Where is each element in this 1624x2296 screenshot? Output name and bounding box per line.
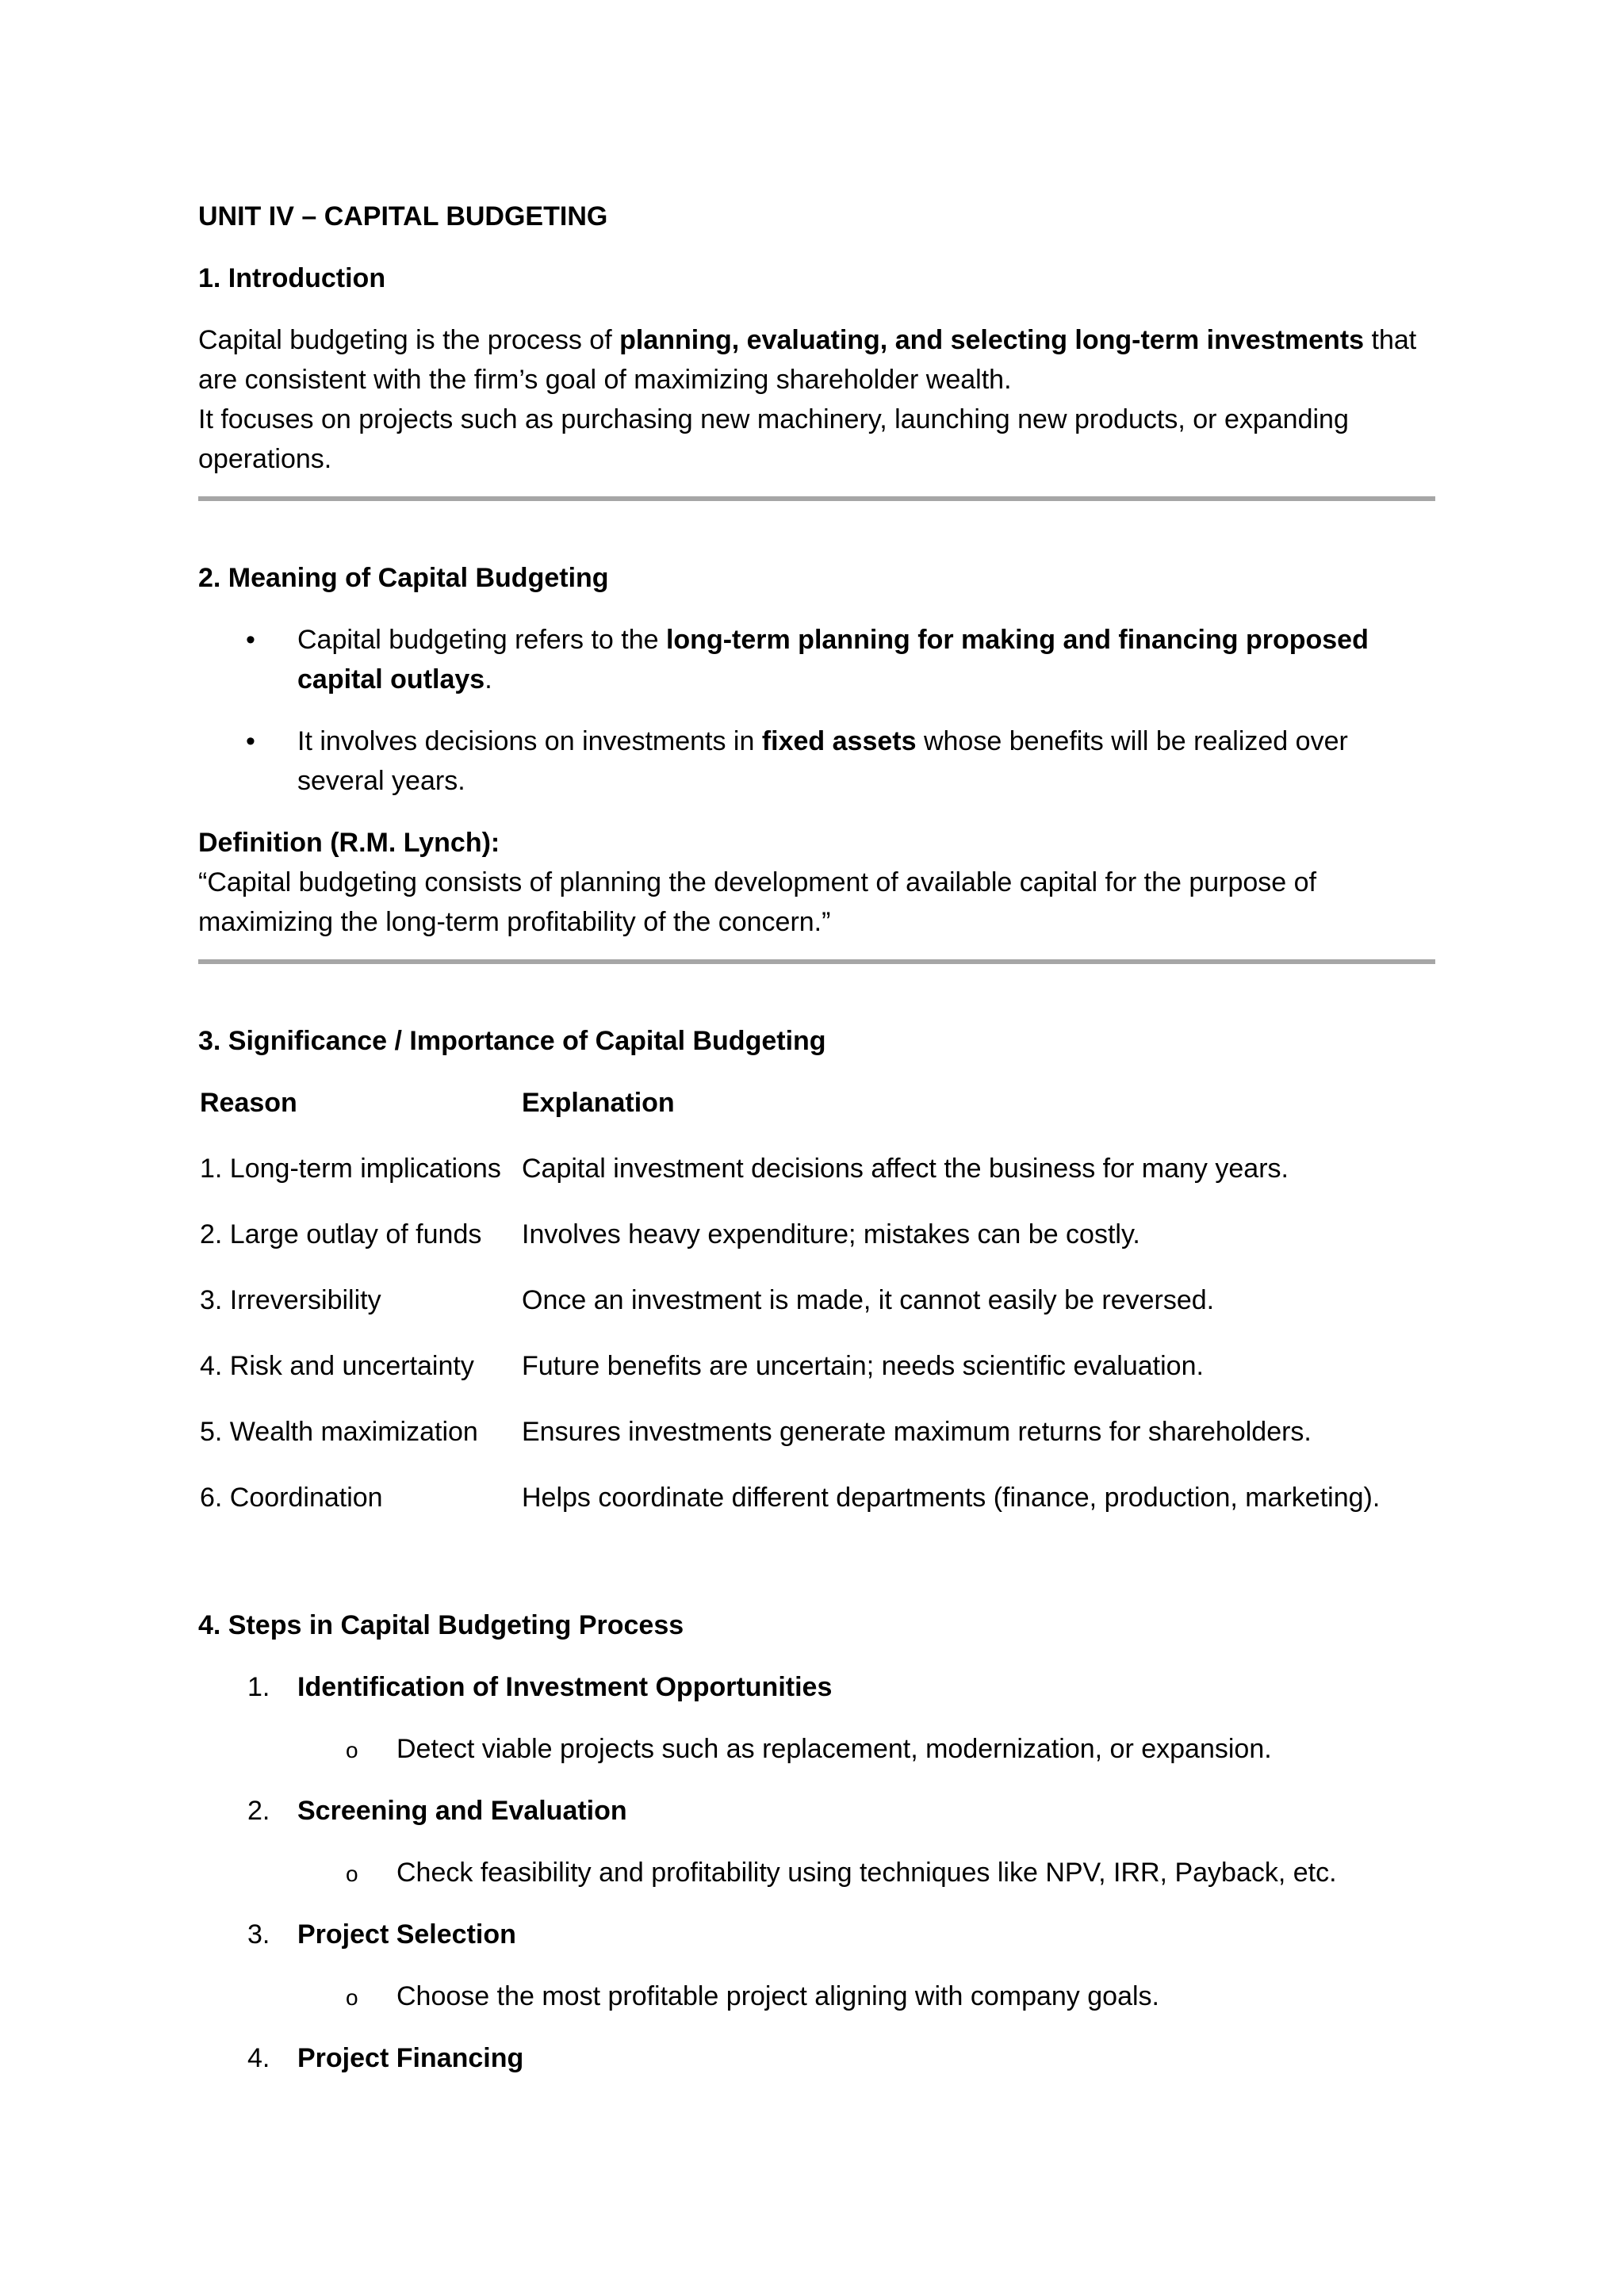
steps-list [198, 1667, 1435, 2078]
list-item [198, 2038, 1435, 2078]
reason-cell: 6. Coordination [200, 1483, 383, 1513]
section-heading-significance: 3. Significance / Importance of Capital Budgeting [198, 1026, 826, 1056]
circle-bullet-icon: o [346, 1985, 358, 2010]
section-heading-steps: 4. Steps in Capital Budgeting Process [198, 1610, 684, 1640]
steps-section [198, 1605, 1435, 2078]
section-divider [198, 496, 1435, 501]
list-item [198, 620, 1435, 699]
step-title: Project Selection [297, 1919, 516, 1950]
step-number: 1. [247, 1672, 270, 1702]
explanation-cell: Ensures investments generate maximum returns for shareholders. [522, 1417, 1312, 1447]
reason-cell: 5. Wealth maximization [200, 1417, 478, 1447]
step-detail-line [198, 1853, 1435, 1892]
step-detail-line [198, 1976, 1435, 2016]
significance-table [200, 1083, 1380, 1544]
list-item [198, 1915, 1435, 2016]
explanation-cell: Helps coordinate different departments (finance, production, marketing). [522, 1483, 1381, 1513]
explanation-cell: Future benefits are uncertain; needs scientific evaluation. [522, 1351, 1204, 1381]
reason-cell: 2. Large outlay of funds [200, 1219, 482, 1249]
bullet-icon: • [246, 625, 255, 655]
step-detail: Check feasibility and profitability using techniques like NPV, IRR, Payback, etc. [396, 1858, 1337, 1888]
table-header-row [200, 1083, 1380, 1149]
intro-paragraph-1 [198, 320, 1435, 400]
bullet-icon: • [246, 726, 255, 756]
table-row [200, 1478, 1380, 1544]
definition-heading: Definition (R.M. Lynch): [198, 828, 500, 858]
explanation-cell: Involves heavy expenditure; mistakes can be costly. [522, 1219, 1140, 1249]
definition-quote: “Capital budgeting consists of planning the development of available capital for the purpose of maximizing the long-term profitability of the concern.” [198, 867, 1317, 937]
circle-bullet-icon: o [346, 1738, 358, 1762]
step-detail-line [198, 1729, 1435, 1769]
step-title: Screening and Evaluation [297, 1796, 627, 1826]
document-title: UNIT IV – CAPITAL BUDGETING [198, 201, 608, 232]
step-title-line [198, 1915, 1435, 1954]
intro-text: that are consistent with the firm’s goal of maximizing shareholder wealth. [198, 325, 1417, 395]
bullet-text: whose benefits will be realized over several years. [297, 726, 1348, 796]
intro-emphasis: planning, evaluating, and selecting long-term investments [619, 325, 1365, 355]
step-number: 2. [247, 1796, 270, 1826]
step-title-line [198, 1667, 1435, 1707]
meaning-bullet-list [198, 620, 1435, 801]
bullet-text: . [485, 664, 492, 695]
column-header-explanation: Explanation [522, 1088, 675, 1118]
reason-cell: 3. Irreversibility [200, 1285, 381, 1315]
explanation-cell: Once an investment is made, it cannot easily be reversed. [522, 1285, 1215, 1315]
step-title-line [198, 1791, 1435, 1831]
step-detail: Choose the most profitable project aligning with company goals. [396, 1981, 1159, 2011]
step-number: 3. [247, 1919, 270, 1950]
column-header-reason: Reason [200, 1088, 297, 1118]
step-detail: Detect viable projects such as replacement, modernization, or expansion. [396, 1734, 1272, 1764]
intro-text: Capital budgeting is the process of [198, 325, 620, 355]
list-item [198, 1667, 1435, 1769]
table-row [200, 1346, 1380, 1412]
intro-paragraph-2: It focuses on projects such as purchasing new machinery, launching new products, or expanding operations. [198, 404, 1349, 474]
step-title: Identification of Investment Opportunities [297, 1672, 833, 1702]
list-item [198, 1791, 1435, 1892]
reason-cell: 4. Risk and uncertainty [200, 1351, 474, 1381]
explanation-cell: Capital investment decisions affect the business for many years. [522, 1154, 1289, 1184]
bullet-emphasis: long-term planning for making and financing proposed capital outlays [297, 625, 1369, 695]
section-heading-introduction: 1. Introduction [198, 263, 386, 293]
document-content [198, 197, 1435, 2100]
step-number: 4. [247, 2043, 270, 2073]
section-divider [198, 959, 1435, 964]
section-heading-meaning: 2. Meaning of Capital Budgeting [198, 563, 609, 593]
step-title-line [198, 2038, 1435, 2078]
reason-cell: 1. Long-term implications [200, 1154, 501, 1184]
step-title: Project Financing [297, 2043, 524, 2073]
table-row [200, 1412, 1380, 1478]
bullet-emphasis: fixed assets [761, 726, 917, 756]
table-row [200, 1280, 1380, 1346]
bullet-text: It involves decisions on investments in [297, 726, 762, 756]
bullet-text: Capital budgeting refers to the [297, 625, 666, 655]
list-item [198, 721, 1435, 801]
table-row [200, 1149, 1380, 1215]
circle-bullet-icon: o [346, 1862, 358, 1886]
table-row [200, 1215, 1380, 1280]
